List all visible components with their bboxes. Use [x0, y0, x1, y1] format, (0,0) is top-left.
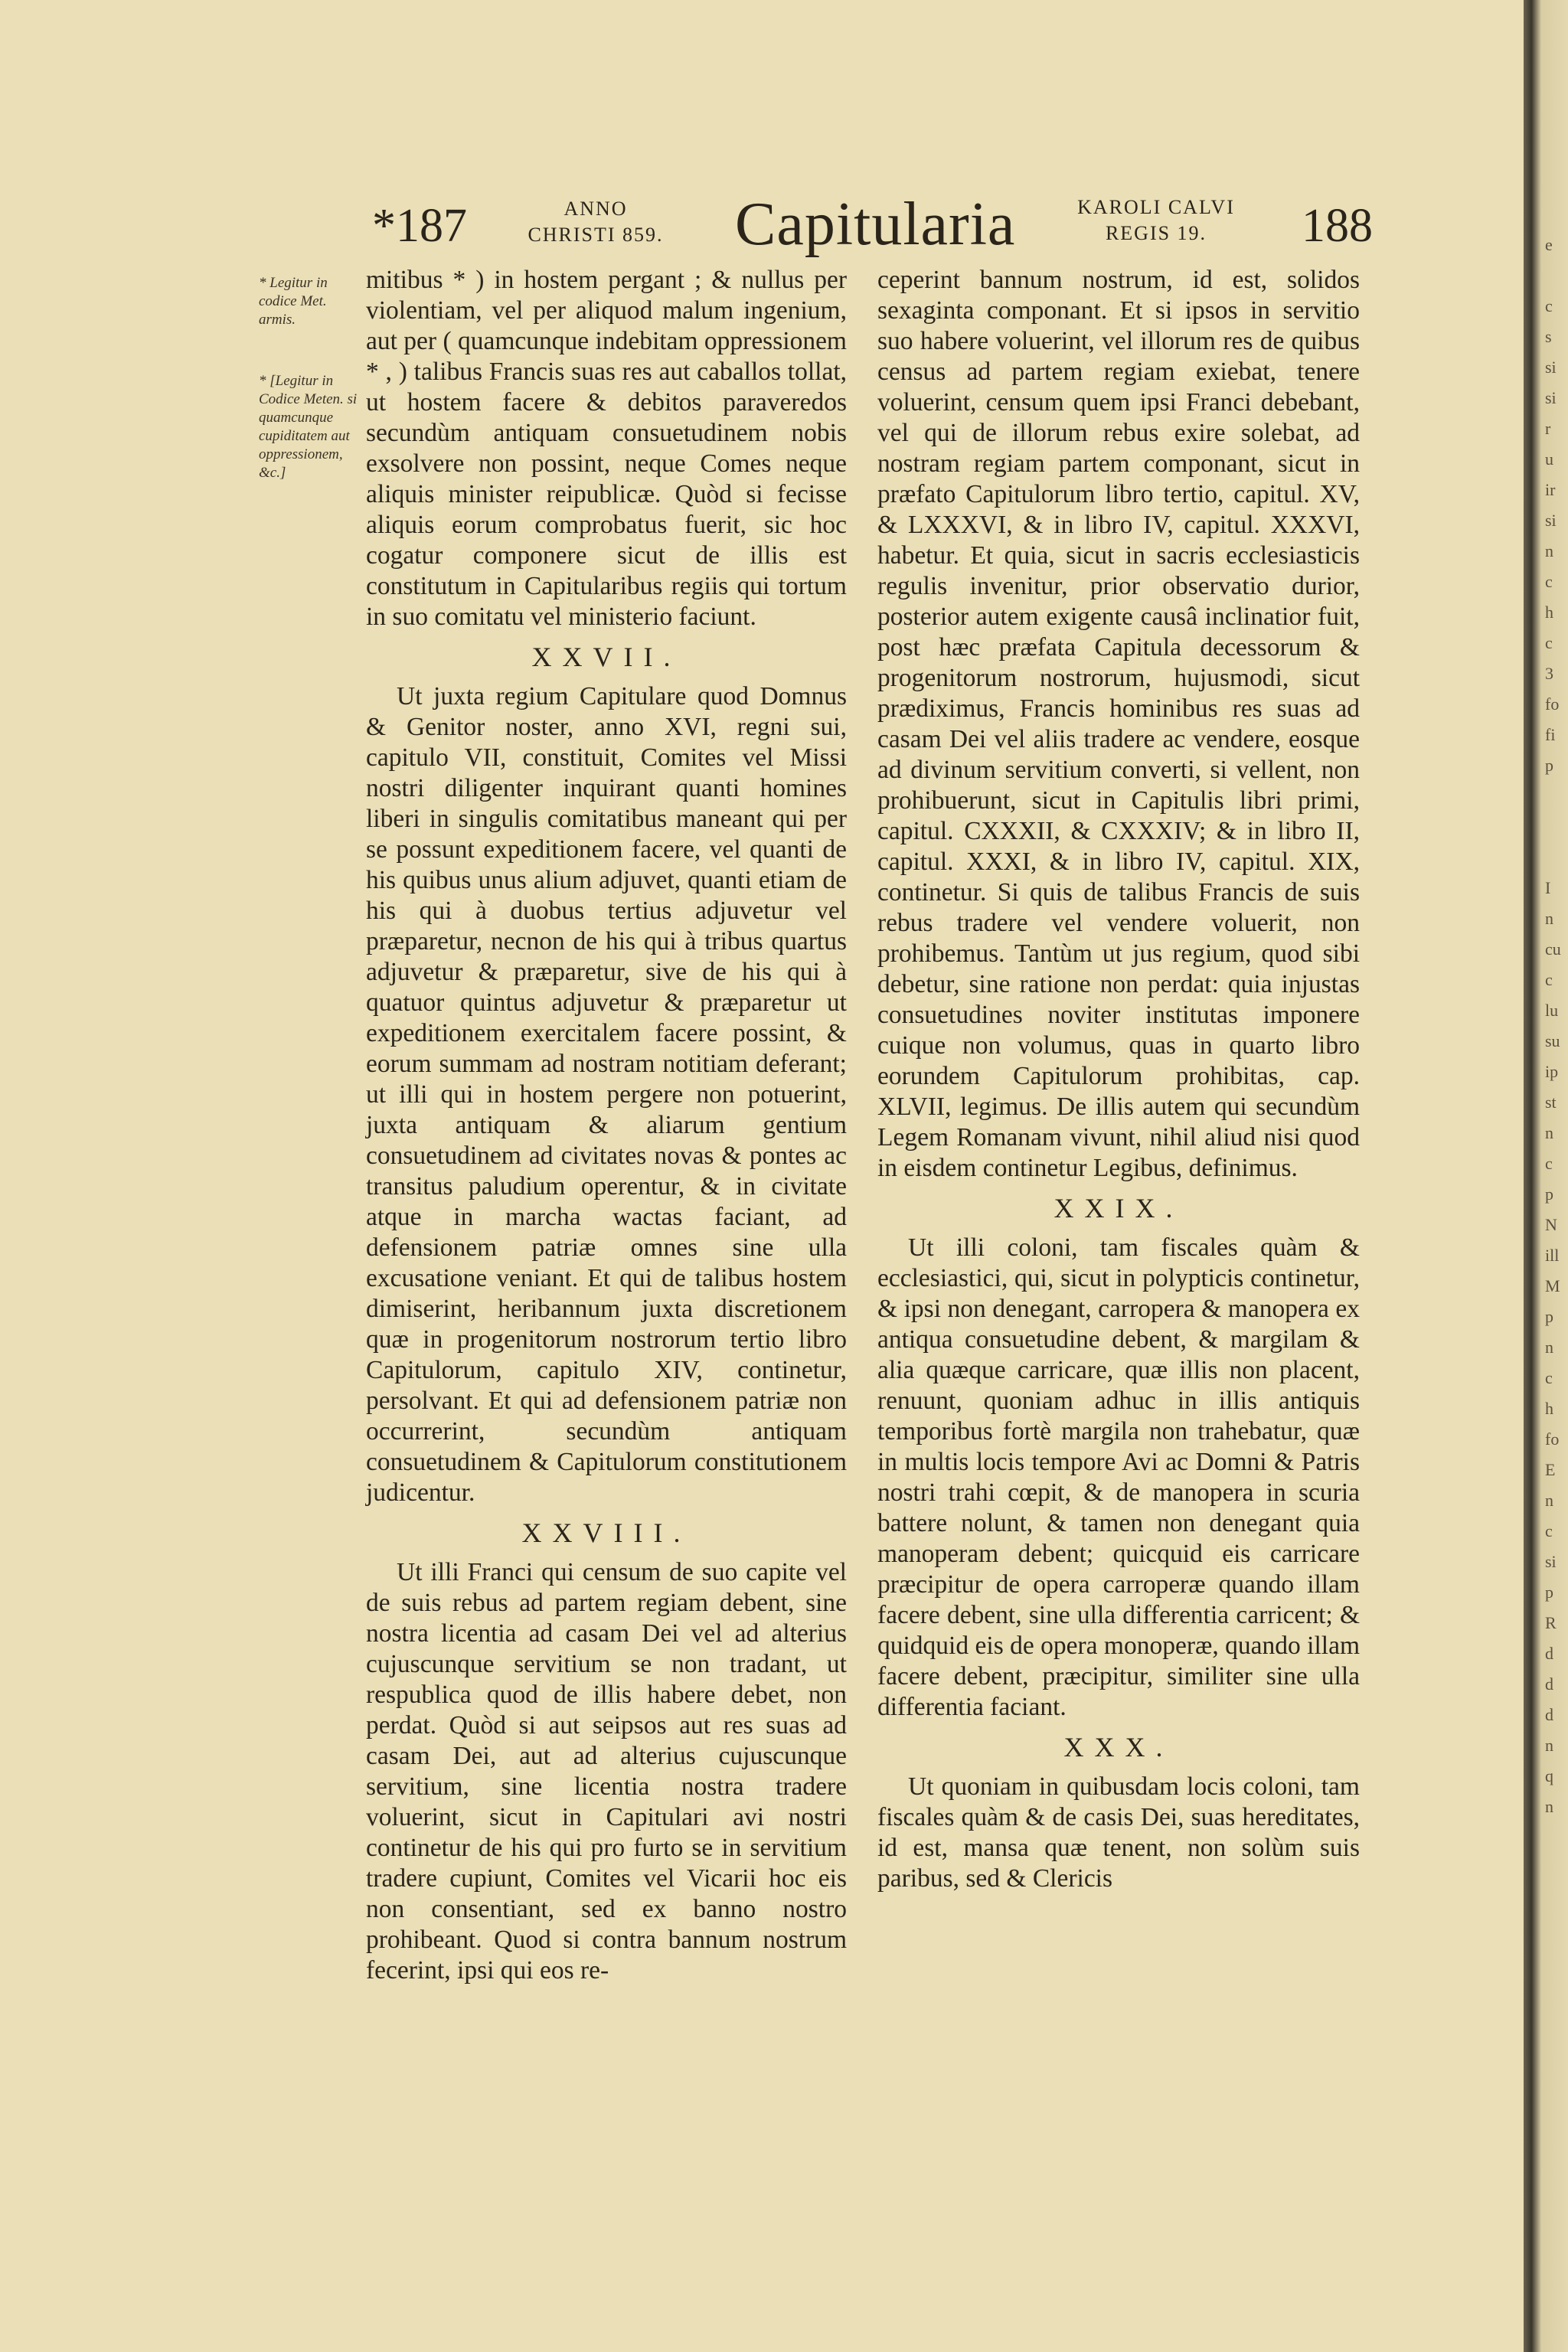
section-heading: XXIX. [1054, 1193, 1184, 1223]
left-column [366, 265, 847, 1986]
paragraph: mitibus * ) in hostem pergant ; & nullus per violentiam, vel per aliquod malum ingenium, aut per ( quamcunque indebitam oppressionem * , ) talibus Francis suas res aut caballos tollat, ut hostem facere & debitos paraveredos secundùm antiquam consuetudinem nobis exsolvere non possint, neque Comes neque aliquis minister reipublicæ. Quòd si fecisse aliquis eorum comprobatus fuerit, sic hoc cogatur componere sicut de illis est constitutum in Capitularibus regiis qui tortum in suo comitatu vel ministerio faciunt. [366, 266, 847, 631]
section-heading: XXVIII. [521, 1517, 691, 1548]
running-header [0, 190, 1524, 259]
page-title: Capitularia [735, 191, 1016, 258]
paragraph: Ut juxta regium Capitulare quod Domnus & Genitor noster, anno XVI, regni sui, capitulo VII, constituit, Comites vel Missi nostri diligenter inquirant quanti homines liberi in singulis comitatibus maneant qui per se possunt expeditionem facere, vel quanti de his quibus unus alium adjuvet, quanti etiam de his qui à duobus tertius adjuvetur vel præparetur, necnon de his qui à tribus quartus adjuvetur & præparetur, sive de his qui à quatuor quintus adjuvetur & præparetur ut expeditionem exercitalem facere possint, & eorum summam ad nostram notitiam deferant; ut illi qui in hostem pergere non potuerint, juxta antiquam & aliarum gentium consuetudinem ad civitates novas & pontes ac transitus paludium operentur, & in civitate atque in marcha wactas faciant, ad defensionem patriæ omnes sine ulla excusatione veniant. Et qui de talibus hostem dimiserint, heribannum juxta discretionem quæ in progenitorum nostrorum tertio libro Capitulorum, capitulo XIV, continetur, persolvant. Et qui ad defensionem patriæ non occurrerint, secundùm antiquam consuetudinem & Capitulorum constitutionem judicentur. [366, 682, 847, 1507]
year-note: ANNO CHRISTI 859. [528, 198, 664, 246]
paragraph: ceperint bannum nostrum, id est, solidos sexaginta componant. Et si ipsos in servitio suo habere voluerint, vel illorum res de quibus census ad partem regiam exiebat, tenere voluerint, censum quem ipsi Franci debebant, vel qui de illorum rebus exire solebat, ad nostram regiam partem componant, sicut in præfato Capitulorum libro tertio, capitul. XV, & LXXXVI, & in libro IV, capitul. XXXVI, habetur. Et quia, sicut in sacris ecclesiasticis regulis invenitur, prior observatio durior, posterior autem exigente causâ inclinatior fuit, post hæc præfata Capitula decessorum & progenitorum nostrorum, hujusmodi, sicut prædiximus, Francis hominibus res suas ad casam Dei vel aliis tradere ac vendere, eosque ad divinum servitium converti, si vellent, non prohibuerunt, sicut in Capitulis libri primi, capitul. CXXXII, & CXXXIV; & in libro II, capitul. XXXI, & in libro IV, capitul. XIX, continetur. Si quis de talibus Francis de suis rebus tradere vel vendere voluerit, non prohibemus. Tantùm ut jus regium, quod sibi debetur, sine ratione non perdat: quia injustas consuetudines noviter institutas imponere cuique non volumus, quas in quarto libro eorundem Capitulorum prohibitas, cap. XLVII, legimus. De illis autem qui secundùm Legem Romanam vivunt, nihil aliud nisi quod in eisdem continetur Legibus, definimus. [877, 266, 1360, 1182]
margin-note-1: * Legitur in codice Met. armis. [259, 275, 328, 328]
facing-page-edge-text: e c s si si r u ir si n c h c 3 fo fi p I n cu c lu su ip st n c p N ill M p n c h fo E n c si p R d d d n q n [1545, 235, 1561, 1816]
page-number-left: *187 [372, 200, 467, 252]
reign-note: KAROLI CALVI REGIS 19. [1077, 196, 1235, 244]
right-column [877, 265, 1360, 1894]
paragraph: Ut illi coloni, tam fiscales quàm & ecclesiastici, qui, sicut in polypticis continetur, & ipsi non denegant, carropera & manopera ex antiqua consuetudine debent, & margilam & alia quæque carricare, quæ illis non placent, renuunt, quoniam adhuc in illis antiquis temporibus fortè margila non trahebatur, quæ in multis locis tempore Avi ac Domni & Patris nostri trahi cœpit, & de manopera in scuria battere nolunt, & tamen non denegant quia manoperam debent; quicquid eis carricare præcipitur de opera carroperæ quando illam facere debent, sine ulla differentia carricent; & quidquid eis de opera monoperæ, quando illam facere debent, præcipitur, similiter sine ulla differentia faciant. [877, 1233, 1360, 1721]
page-number-right: 188 [1302, 200, 1373, 252]
section-heading: XXX. [1063, 1732, 1174, 1762]
paragraph: Ut illi Franci qui censum de suo capite vel de suis rebus ad partem regiam debent, sine nostra licentia ad casam Dei vel ad alterius cujuscunque servitium se non tradant, ut respublica quod de illis habere debet, non perdat. Quòd si aut seipsos aut res suas ad casam Dei, aut ad alterius cujuscunque servitium, sine licentia nostra tradere voluerint, sicut in Capitulari avi nostri continetur de his qui pro furto se in servitium tradere cupiunt, Comites vel Vicarii hoc eis non consentiant, sed ex banno nostro prohibeant. Quod si contra bannum nostrum fecerint, ipsi qui eos re- [366, 1558, 847, 1984]
paragraph: Ut quoniam in quibusdam locis coloni, tam fiscales quàm & de casis Dei, suas hereditates, id est, mansa quæ tenent, non solùm suis paribus, sed & Clericis [877, 1772, 1360, 1893]
margin-note-2: * [Legitur in Codice Meten. si quamcunque cupiditatem aut oppressionem, &c.] [259, 373, 358, 481]
section-heading: XXVII. [531, 642, 681, 672]
